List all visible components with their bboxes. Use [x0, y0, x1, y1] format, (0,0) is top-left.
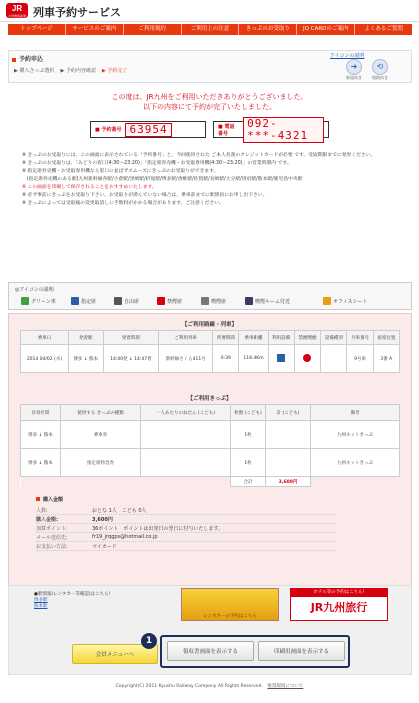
rentacar-banner[interactable]: レンタカーの予約はこちら — [181, 588, 279, 621]
reservation-number-label: ■ 予約番号 — [95, 127, 122, 133]
smoking-icon — [201, 297, 209, 305]
new-forward-button[interactable]: ➜ 新規向き — [341, 59, 367, 81]
footer: Copyright(C) 2011 Kyushu Railway Company All Rights Reserved. 推奨環境について — [115, 684, 304, 689]
note-item: (指定席券売機のある駅)九州新幹線各駅/小倉駅/黒崎駅/折尾駅/博多駅/香椎駅/佐賀駅/長崎駅/大分駅/別府駅/熊本駅/鹿児島中央駅 — [22, 177, 303, 182]
table-row: 博多 ↓ 熊本 指定席特急券 1枚 九州ネットきっぷ — [21, 449, 400, 477]
crumb-select: ▶ 購入きっぷ選択 — [14, 68, 55, 74]
purchase-row: 購入金額: 3,600円 — [36, 515, 336, 524]
nav-pickup[interactable]: きっぷのお受取り — [239, 24, 297, 35]
phone-number-label: ■ 電話番号 — [218, 123, 235, 137]
step-title: 予約申込 — [12, 54, 43, 63]
icon-help-link[interactable]: アイコンの説明 — [330, 53, 365, 59]
link-hakata[interactable]: 博多駅 — [34, 598, 48, 603]
legend-smoking: 喫煙席 — [201, 297, 226, 305]
square-bullet-icon — [36, 497, 40, 501]
nav-notice[interactable]: ご利用上の注意 — [182, 24, 240, 35]
purchase-row: 人数: おとな 1人 こども 0人 — [36, 506, 336, 515]
note-item: ※ 指定席券売機・お受取専用機なら窓口に並ばずスムーズにきっぷのお受取りができます。 — [22, 169, 219, 174]
top-nav — [8, 24, 412, 35]
phone-number-box — [213, 116, 329, 142]
smoking-room-icon — [245, 297, 253, 305]
note-item: ※ きっぷのお受取りは、「みどりの窓口(4:30〜23:20)」「指定席券売機・お受取専用機(4:30〜23:20)」の営業時間内 です。 — [22, 161, 292, 166]
office-seat-icon — [323, 297, 331, 305]
table-row: 2014 04/02 (水) 博多 ↓ 熊本 14:00発 ↓ 14:47着 新幹線さくら411号 0:39 118.4Km 9号車 3番 A — [21, 345, 400, 373]
icon-legend — [8, 282, 412, 310]
jr-kyushu-travel-banner[interactable]: ホテル等の予約はこちら! JR九州旅行 — [290, 588, 388, 621]
purchase-row: 加算ポイント: 36ポイント ポイントは出発日の翌日に付与いたします。 — [36, 524, 336, 533]
train-table: 乗車日 発着駅 発着時刻 ご利用列車 所要時間 乗車距離 利用設備 禁煙喫煙 設備種別 号車番号 座席位置 2014 04/02 (水) 博多 ↓ 熊本 14:00発 ↓ 14:47着 新幹線さくら411号 0:39 118.4Km 9号車 3番 A — [20, 330, 400, 373]
purchase-row: メール送信先: fr19_jrqgps@hotmail.co.jp — [36, 533, 336, 542]
return-arrow-icon: ⟲ — [372, 59, 388, 75]
arrow-right-icon: ➜ — [346, 59, 362, 75]
member-menu-button[interactable]: 会員メニューへ — [72, 644, 158, 664]
reserved-seat-icon — [277, 354, 285, 362]
free-seat-icon — [114, 297, 122, 305]
legend-free: 自由席 — [114, 297, 139, 305]
green-car-icon — [21, 297, 29, 305]
square-bullet-icon — [12, 58, 16, 62]
crumb-confirm: ▶ 予約内容確認 — [60, 68, 96, 74]
legend-green-car: グリーン車 — [21, 297, 56, 305]
reservation-number-box — [90, 121, 206, 138]
note-item: ※ きっぷによっては受取後の変更取消しに手数料がかかる場合があります。ご注意ください。 — [22, 201, 224, 206]
trains-title: 【ご利用路線・列車】 — [181, 322, 237, 328]
crumb-done: ▶ 予約完了 — [101, 68, 128, 74]
app-title: 列車予約サービス — [33, 6, 121, 19]
ticket-table: 有効区間 使用する きっぷの種類 一人あたりのねだん (こども) 枚数 (こども) 計 (こども) 備考 博多 ↓ 熊本 乗車券 1枚 九州ネットきっぷ 博多 ↓ 熊本 指定席特急券 1枚 九州ネットきっぷ 合計 3,600円 — [20, 404, 400, 487]
notes — [22, 152, 407, 208]
note-item: ※ 必ず事前にきっぷをお受取り下さい。お受取りが済んでいない場合は、乗車前までに駅係員にお申し出下さい。 — [22, 193, 268, 198]
total-row: 合計 3,600円 — [21, 477, 400, 487]
return-trip-button[interactable]: ⟲ 復路向き — [367, 59, 393, 81]
purchase-row: お支払い方法: マイカード — [36, 542, 336, 551]
station-links: ●駅情報(レンタカー等確認)はこちら! 博多駅 熊本駅 — [34, 592, 111, 609]
env-link[interactable]: 推奨環境について — [267, 684, 304, 689]
breadcrumb — [14, 67, 127, 74]
icon-legend-title: ◎アイコンの説明 — [15, 287, 54, 293]
note-item: ※ きっぷのお受取りには、この画面に表示されている「予約番号」と、今回使用された ご本人名義のクレジットカードが必要 です。受取期限までに発券ください。 — [22, 153, 376, 158]
legend-nonsmoking: 禁煙席 — [157, 297, 182, 305]
nav-top[interactable]: トップページ — [8, 24, 66, 35]
purchase-summary: 購入金額 人数: おとな 1人 こども 0人 購入金額: 3,600円 加算ポイント: 36ポイント ポイントは出発日の翌日に付与いたします。 メール送信先: fr19_jrqgps@hotmail.co.jp お支払い方法: マイカード — [36, 496, 336, 551]
nav-service[interactable]: サービスのご案内 — [66, 24, 124, 35]
phone-number: 092-***-4321 — [243, 117, 324, 143]
table-row: 博多 ↓ 熊本 乗車券 1枚 九州ネットきっぷ — [21, 421, 400, 449]
reservation-number: 63954 — [125, 123, 171, 137]
print-view-button[interactable]: 印刷用画面を表示する — [258, 641, 345, 661]
note-item: ※ この画面を印刷して保存されることをおすすめいたします。 — [22, 185, 157, 190]
legend-office: オフィスシート — [323, 297, 367, 305]
legend-smoking-room: 喫煙ルーム付近 — [245, 297, 290, 305]
nav-jqcard[interactable]: JQ CARDのご案内 — [297, 24, 355, 35]
show-receipt-button[interactable]: 領収書画面を表示する — [167, 641, 254, 661]
legend-reserved: 指定席 — [71, 297, 96, 305]
thanks-line-2: 以下の内容にて予約が完了いたしました。 — [143, 103, 276, 111]
link-kumamoto[interactable]: 熊本駅 — [34, 604, 48, 609]
jr-logo[interactable]: JR 九州旅客鉄道 — [7, 4, 26, 18]
nav-faq[interactable]: よくあるご質問 — [364, 26, 403, 32]
step-badge: 1 — [141, 633, 157, 649]
no-smoking-icon — [303, 354, 311, 362]
nav-terms[interactable]: ご利用規約 — [124, 24, 182, 35]
thanks-line-1: この度は、JR九州をご利用いただきありがとうございました。 — [111, 93, 308, 101]
no-smoking-icon — [157, 297, 165, 305]
tickets-title: 【ご利用きっぷ】 — [187, 396, 232, 402]
reserved-seat-icon — [71, 297, 79, 305]
